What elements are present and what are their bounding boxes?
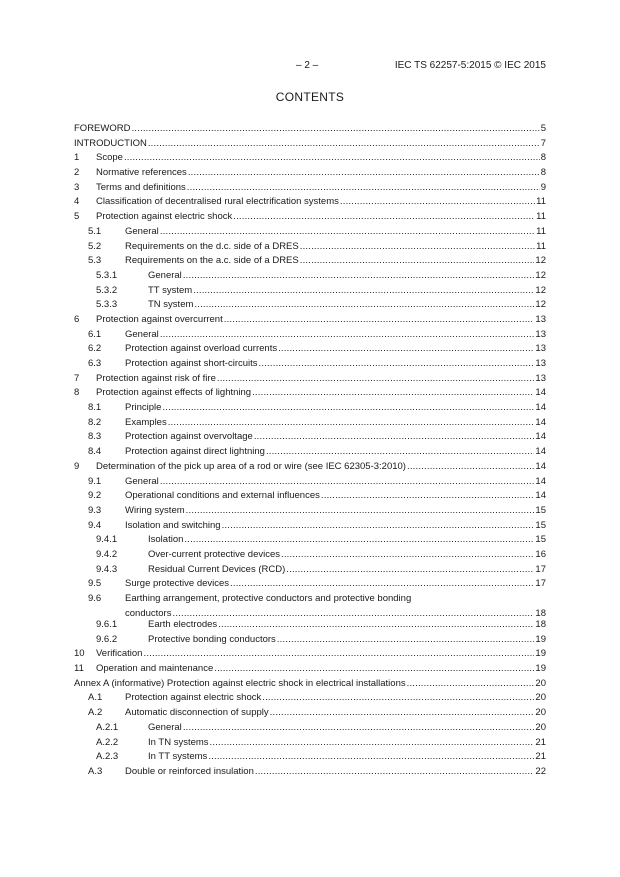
toc-entry[interactable]	[74, 225, 546, 240]
toc-dot-leader	[252, 386, 534, 401]
toc-dot-leader	[188, 166, 540, 181]
toc-entry-number: 7	[74, 372, 80, 384]
toc-entry-title: FOREWORD	[74, 123, 131, 134]
toc-dot-leader	[230, 577, 534, 592]
toc-entry-page: 9	[540, 181, 546, 193]
toc-entry-title-continued: conductors	[125, 607, 172, 619]
toc-entry-title: Determination of the pick up area of a rod or wire (see IEC 62305-3:2010)	[96, 460, 406, 472]
toc-entry-title: Protection against effects of lightning	[96, 387, 252, 399]
toc-entry[interactable]	[74, 210, 546, 225]
toc-entry-page: 14	[535, 416, 546, 428]
toc-entry-number: 8.2	[88, 416, 102, 428]
toc-entry-title: Examples	[125, 416, 167, 428]
toc-entry[interactable]	[74, 633, 546, 648]
toc-dot-leader	[300, 254, 535, 269]
toc-entry-number: A.1	[88, 692, 103, 704]
toc-entry-page: 13	[535, 313, 546, 325]
toc-entry[interactable]	[74, 386, 546, 401]
toc-entry-number: A.2	[88, 707, 103, 719]
toc-entry-number: 5.2	[88, 240, 102, 252]
toc-dot-leader	[218, 618, 534, 633]
toc-entry-number: 5.3	[88, 255, 102, 267]
page-number: – 2 –	[296, 60, 319, 71]
toc-entry-page: 14	[535, 490, 546, 502]
toc-dot-leader	[270, 706, 535, 721]
toc-entry-number: 9.6	[88, 593, 102, 604]
toc-dot-leader	[160, 225, 535, 240]
toc-entry-page: 19	[535, 648, 546, 660]
toc-entry-title: Protection against short-circuits	[125, 358, 258, 369]
toc-entry[interactable]	[74, 416, 546, 431]
toc-dot-leader	[340, 195, 535, 210]
toc-entry-page: 20	[535, 707, 546, 719]
toc-entry-page: 8	[540, 167, 546, 179]
toc-entry[interactable]	[74, 533, 546, 548]
toc-dot-leader	[281, 548, 534, 563]
toc-dot-leader	[300, 240, 535, 255]
toc-entry-title: Protection against electric shock	[125, 692, 262, 704]
toc-entry-title: Verification	[96, 648, 143, 660]
toc-entry-title: Operation and maintenance	[96, 663, 214, 675]
toc-dot-leader	[277, 633, 535, 648]
toc-entry-number: 9.5	[88, 578, 102, 590]
toc-dot-leader	[286, 563, 534, 578]
toc-entry-page: 14	[535, 387, 546, 399]
toc-entry-page: 13	[535, 358, 546, 369]
toc-entry-number: 11	[74, 663, 84, 675]
toc-dot-leader	[222, 519, 535, 534]
toc-entry-page: 19	[535, 663, 546, 675]
standard-reference: IEC TS 62257-5:2015 © IEC 2015	[394, 60, 546, 71]
toc-entry[interactable]	[74, 460, 546, 475]
toc-entry[interactable]	[74, 765, 546, 780]
toc-entry[interactable]	[74, 401, 546, 416]
toc-entry-title: Normative references	[96, 167, 187, 179]
toc-entry[interactable]	[74, 504, 546, 519]
toc-entry-number: 6	[74, 313, 80, 325]
toc-entry-number: 4	[74, 196, 80, 208]
toc-entry-number: 9.6.1	[96, 619, 118, 630]
toc-entry-number: 5	[74, 211, 80, 223]
toc-dot-leader	[160, 328, 535, 343]
toc-entry-page: 13	[535, 372, 546, 384]
toc-entry[interactable]	[74, 721, 546, 736]
toc-entry-number: 5.3.1	[96, 269, 118, 281]
toc-entry-title: General	[125, 225, 159, 237]
toc-entry[interactable]	[74, 313, 546, 328]
toc-entry-number: 8.4	[88, 446, 102, 458]
toc-entry[interactable]	[74, 647, 546, 662]
toc-entry[interactable]	[74, 577, 546, 592]
toc-entry-title: Automatic disconnection of supply	[125, 707, 269, 719]
toc-entry-page: 18	[535, 619, 546, 630]
toc-entry-page: 22	[535, 765, 546, 777]
toc-entry-number: 8	[74, 387, 80, 399]
toc-entry-page: 12	[535, 255, 546, 267]
toc-entry[interactable]	[74, 357, 546, 372]
toc-entry-page: 12	[535, 269, 546, 281]
toc-entry-number: 9.4	[88, 519, 102, 531]
toc-entry-page: 17	[535, 563, 546, 575]
toc-dot-leader	[162, 401, 534, 416]
toc-entry[interactable]	[74, 240, 546, 255]
toc-entry-number: 9.2	[88, 490, 102, 502]
toc-entry-title: Annex A (informative) Protection against electric shock in electrical installations	[74, 677, 406, 689]
toc-dot-leader	[321, 489, 535, 504]
toc-entry[interactable]	[74, 372, 546, 387]
toc-entry-page: 13	[535, 343, 546, 355]
toc-entry-number: 9.3	[88, 504, 102, 516]
toc-dot-leader	[208, 750, 534, 765]
toc-entry-number: 9.1	[88, 475, 102, 487]
toc-entry-number: 3	[74, 181, 80, 193]
toc-dot-leader	[259, 357, 535, 372]
toc-entry-page: 11	[536, 225, 546, 237]
toc-entry-title: Requirements on the a.c. side of a DRES	[125, 255, 299, 267]
toc-entry-number: A.2.3	[96, 751, 119, 763]
toc-entry-number: 2	[74, 167, 80, 179]
toc-entry[interactable]	[74, 548, 546, 563]
toc-entry-title: Terms and definitions	[96, 181, 186, 193]
toc-entry-page: 17	[535, 578, 546, 590]
toc-dot-leader	[262, 691, 534, 706]
toc-entry[interactable]	[74, 489, 546, 504]
toc-entry[interactable]	[74, 750, 546, 765]
toc-entry[interactable]	[74, 122, 546, 137]
toc-dot-leader	[183, 269, 535, 284]
toc-entry-number: A.2.1	[96, 721, 119, 733]
toc-entry-page: 20	[535, 677, 546, 689]
toc-entry[interactable]	[74, 706, 546, 721]
toc-entry[interactable]	[74, 519, 546, 534]
toc-entry[interactable]	[74, 475, 546, 490]
toc-entry[interactable]	[74, 662, 546, 677]
toc-dot-leader	[233, 210, 535, 225]
toc-dot-leader	[148, 137, 540, 152]
toc-entry-number: 8.1	[88, 402, 102, 414]
toc-dot-leader	[183, 721, 535, 736]
toc-entry-title: Earthing arrangement, protective conductors and protective bonding	[125, 593, 412, 604]
toc-dot-leader	[214, 662, 534, 677]
toc-entry-page: 5	[540, 123, 546, 134]
toc-entry[interactable]	[74, 137, 546, 152]
toc-entry[interactable]	[74, 269, 546, 284]
toc-entry[interactable]	[74, 430, 546, 445]
toc-dot-leader	[193, 284, 534, 299]
toc-entry-page: 11	[536, 240, 546, 252]
toc-entry[interactable]	[74, 195, 546, 210]
toc-entry-page: 14	[535, 402, 546, 414]
toc-dot-leader	[194, 298, 534, 313]
toc-entry[interactable]	[74, 618, 546, 633]
toc-dot-leader	[186, 504, 535, 519]
table-of-contents	[74, 122, 546, 780]
toc-entry-number: 6.2	[88, 343, 102, 355]
toc-entry-title: Earth electrodes	[148, 619, 218, 630]
toc-entry-number: 9.4.1	[96, 534, 118, 546]
toc-dot-leader	[224, 313, 535, 328]
toc-entry[interactable]	[74, 677, 546, 692]
page-header	[0, 60, 620, 74]
toc-entry-title: TT system	[148, 284, 193, 296]
toc-entry-title: INTRODUCTION	[74, 137, 147, 149]
toc-entry-title: Classification of decentralised rural electrification systems	[96, 196, 339, 208]
toc-dot-leader	[407, 460, 534, 475]
toc-entry-title: Operational conditions and external influences	[125, 490, 320, 502]
toc-entry-page: 20	[535, 692, 546, 704]
toc-entry-number: 5.1	[88, 225, 102, 237]
toc-entry[interactable]	[74, 342, 546, 357]
toc-dot-leader	[168, 416, 535, 431]
toc-entry-page: 8	[540, 152, 546, 164]
toc-entry-page: 7	[540, 137, 546, 149]
toc-entry[interactable]	[74, 328, 546, 343]
toc-entry-title: Protection against overload currents	[125, 343, 278, 355]
toc-dot-leader	[184, 533, 534, 548]
toc-entry-number: A.3	[88, 765, 103, 777]
toc-entry-page: 21	[535, 736, 546, 748]
toc-entry-page: 14	[535, 475, 546, 487]
toc-entry-page: 14	[535, 460, 546, 472]
toc-entry-page: 19	[535, 633, 546, 645]
toc-entry[interactable]	[74, 284, 546, 299]
toc-entry-number: 6.3	[88, 358, 102, 369]
toc-dot-leader	[266, 445, 534, 460]
toc-entry-number: 9	[74, 460, 80, 472]
toc-entry[interactable]	[74, 181, 546, 196]
toc-dot-leader	[143, 647, 534, 662]
toc-entry-title: General	[125, 475, 159, 487]
toc-entry-number: 1	[74, 152, 80, 164]
toc-entry[interactable]	[74, 151, 546, 166]
toc-dot-leader	[407, 677, 535, 692]
toc-entry-page: 20	[535, 721, 546, 733]
toc-entry-page: 14	[535, 446, 546, 458]
toc-entry[interactable]	[74, 592, 546, 618]
toc-entry-title: Residual Current Devices (RCD)	[148, 563, 286, 575]
toc-dot-leader	[160, 475, 535, 490]
toc-entry-page: 11	[536, 211, 546, 223]
toc-entry-page: 12	[535, 284, 546, 296]
toc-entry-page: 18	[535, 607, 546, 619]
toc-entry-title: Principle	[125, 402, 162, 414]
toc-entry-page: 15	[535, 504, 546, 516]
toc-entry-page: 15	[535, 519, 546, 531]
toc-entry-title: Requirements on the d.c. side of a DRES	[125, 240, 299, 252]
toc-entry-page: 21	[535, 751, 546, 763]
toc-entry-number: A.2.2	[96, 736, 119, 748]
contents-title: CONTENTS	[275, 90, 345, 104]
toc-entry-page: 16	[535, 548, 546, 560]
toc-entry-title: Scope	[96, 152, 123, 164]
toc-entry[interactable]	[74, 736, 546, 751]
toc-entry-page: 13	[535, 328, 546, 340]
toc-entry-title: Wiring system	[125, 504, 185, 516]
toc-entry[interactable]	[74, 298, 546, 313]
toc-entry-title: Surge protective devices	[125, 578, 230, 590]
toc-dot-leader	[131, 122, 539, 137]
toc-entry[interactable]	[74, 691, 546, 706]
toc-dot-leader	[278, 342, 534, 357]
toc-entry-title: Over-current protective devices	[148, 548, 280, 560]
toc-dot-leader	[255, 765, 535, 780]
toc-dot-leader	[217, 372, 535, 387]
toc-entry-number: 5.3.3	[96, 299, 118, 311]
toc-entry-title: In TN systems	[148, 736, 209, 748]
toc-entry-number: 5.3.2	[96, 284, 118, 296]
toc-entry-title: General	[148, 269, 182, 281]
toc-entry-title: Protection against overcurrent	[96, 313, 223, 325]
toc-dot-leader	[187, 181, 540, 196]
toc-entry-title: General	[148, 721, 182, 733]
toc-entry-title: Protection against overvoltage	[125, 431, 253, 443]
toc-entry-page: 12	[535, 299, 546, 311]
toc-entry-page: 14	[535, 431, 546, 443]
toc-entry[interactable]	[74, 254, 546, 269]
toc-entry[interactable]	[74, 563, 546, 578]
toc-entry[interactable]	[74, 166, 546, 181]
toc-entry-title: In TT systems	[148, 751, 208, 763]
toc-entry-number: 9.4.2	[96, 548, 118, 560]
toc-entry-title: Protection against electric shock	[96, 211, 233, 223]
toc-entry-title: Isolation	[148, 534, 184, 546]
toc-entry-title: TN system	[148, 299, 194, 311]
toc-entry-title: Protection against risk of fire	[96, 372, 216, 384]
toc-entry-number: 8.3	[88, 431, 102, 443]
toc-entry-number: 9.4.3	[96, 563, 118, 575]
toc-entry-title: General	[125, 328, 159, 340]
toc-entry-title: Protection against direct lightning	[125, 446, 265, 458]
toc-dot-leader	[124, 151, 540, 166]
toc-entry[interactable]	[74, 445, 546, 460]
toc-entry-number: 10	[74, 648, 85, 660]
toc-dot-leader	[210, 736, 535, 751]
toc-entry-number: 9.6.2	[96, 633, 118, 645]
toc-entry-page: 11	[536, 196, 546, 208]
toc-entry-title: Protective bonding conductors	[148, 633, 276, 645]
toc-dot-leader	[254, 430, 535, 445]
toc-entry-title: Double or reinforced insulation	[125, 765, 254, 777]
toc-entry-page: 15	[535, 534, 546, 546]
toc-entry-number: 6.1	[88, 328, 102, 340]
toc-entry-title: Isolation and switching	[125, 519, 221, 531]
